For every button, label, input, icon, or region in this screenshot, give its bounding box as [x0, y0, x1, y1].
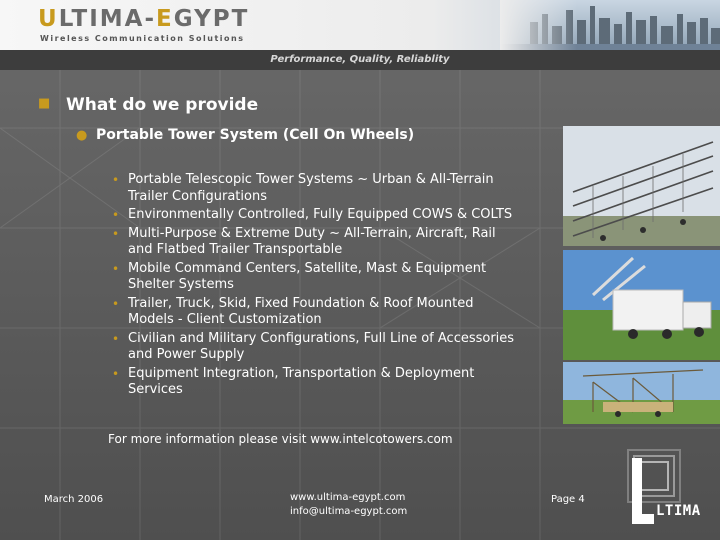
list-item	[112, 331, 522, 364]
header-banner	[0, 0, 720, 50]
list-item	[112, 207, 522, 224]
list-item-text: Multi-Purpose & Extreme Duty ~ All-Terrain, Aircraft, Rail and Flatbed Trailer Transportable	[128, 225, 496, 257]
list-item	[112, 172, 522, 205]
company-logo	[38, 6, 249, 32]
list-item-text: Portable Telescopic Tower Systems ~ Urban & All-Terrain Trailer Configurations	[128, 172, 494, 204]
city-skyline-image	[500, 0, 720, 50]
list-item	[112, 226, 522, 259]
shelter-trailer-photo	[563, 250, 720, 360]
page-number: Page 4	[551, 494, 585, 505]
logo-letter-u: U	[38, 6, 59, 32]
bullet-icon: •	[112, 296, 120, 311]
footer-logo-text: LTIMA	[656, 503, 701, 519]
trailer-towers-photo	[563, 126, 720, 246]
logo-text-ltima: LTIMA-	[58, 6, 157, 32]
section-heading: What do we provide	[66, 95, 259, 115]
bullet-icon: •	[112, 261, 120, 276]
list-item-text: Trailer, Truck, Skid, Fixed Foundation & Roof Mounted Models - Client Customization	[128, 295, 474, 327]
bullet-icon: •	[112, 173, 120, 187]
bullet-icon: •	[112, 226, 120, 241]
logo-tagline: Wireless Communication Solutions	[40, 34, 245, 43]
tagline-text: Performance, Quality, Reliablity	[270, 54, 450, 65]
list-item-text: Environmentally Controlled, Fully Equipped COWS & COLTS	[128, 207, 513, 222]
heading-bullet-icon: ■	[38, 96, 51, 111]
subheading-bullet-icon: ●	[76, 128, 88, 143]
footer-date: March 2006	[44, 494, 104, 505]
more-info-text: For more information please visit www.intelcotowers.com	[108, 432, 453, 446]
section-subheading: Portable Tower System (Cell On Wheels)	[96, 127, 415, 143]
list-item	[112, 366, 522, 399]
feature-list	[112, 172, 522, 401]
list-item-text: Civilian and Military Configurations, Full Line of Accessories and Power Supply	[128, 330, 515, 362]
logo-text-gypt: GYPT	[173, 6, 250, 32]
list-item-text: Mobile Command Centers, Satellite, Mast & Equipment Shelter Systems	[128, 260, 487, 292]
list-item	[112, 261, 522, 294]
bullet-icon: •	[112, 331, 120, 346]
bullet-icon: •	[112, 366, 120, 381]
bullet-icon: •	[112, 208, 120, 222]
logo-letter-e: E	[156, 6, 174, 32]
tower-mast-photo	[563, 362, 720, 424]
footer-website: www.ultima-egypt.com	[290, 492, 406, 503]
footer-email: info@ultima-egypt.com	[290, 506, 408, 517]
list-item-text: Equipment Integration, Transportation & Deployment Services	[128, 365, 475, 397]
list-item	[112, 296, 522, 329]
